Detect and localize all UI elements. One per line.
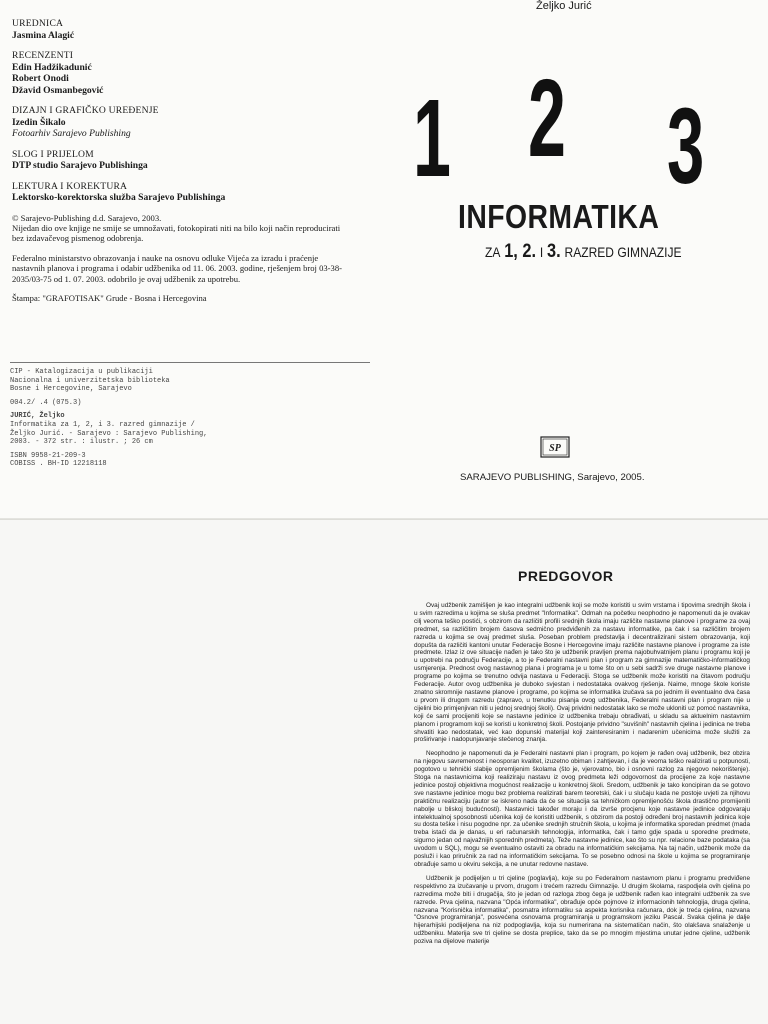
credit-label: UREDNICA bbox=[12, 18, 64, 29]
subtitle-i: I bbox=[539, 244, 544, 260]
cip-line: Bosne i Hercegovine, Sarajevo bbox=[10, 385, 132, 394]
credit-label: DIZAJN I GRAFIČKO UREĐENJE bbox=[12, 105, 159, 116]
preface-paragraph: Ovaj udžbenik zamišljen je kao integralni udžbenik koji se može koristiti u svim vrstama i tipovima srednjih škola i u svim razredima u kojima se sluša predmet "Informatika". Odmah na početku neophodno je napomenuti da je ovakav cilj veoma teško postići, s obzirom da različiti profili srednjih škola imaju različite nastavne planove i programe za ovaj predmet, sa različitim brojem časova sedmično predviđenih za nastavu informatike, pa čak i sa različitim brojem razreda u kojima se ovaj predmet sluša. Poseban problem predstavlja i decentralizirani sistem obrazovanja, koji dopušta da različiti kantoni unutar Federacije Bosne i Hercegovine imaju različite nastavne planove i programe za iste predmete. Izlaz iz ove situacije nađen je tako što je udžbenik pravljen prema najobuhvatnijem planu i programu koji je u upotrebi na području Federacije, a to je Federalni nastavni plan i program za gimnazije matematičko-informatičkog usmjerenja. Prednost ovog nastavnog plana i programa je u tome što on u sebi sadrži sve druge nastavne planove i programe po kojima se trenutno odvija nastava u Federaciji. Stoga se udžbenik može koristiti na čitavom području Federacije. Autor ovog udžbenika je duboko svjestan i nedostataka ovakvog rješenja. Naime, mnoge škole koriste znatno skromnije nastavne planove i programe, po kojima se informatika izučava sa po jednim ili eventualno dva časa u prvom ili drugom razredu (zapravo, u trenutku pisanja ovog udžbenika, Federalni nastavni plan i program nije u cijelini bio primjenjivan niti u jednoj srednjoj školi). Ovaj prividni nedostatak lako se može ukloniti uz pomoć nastavnika, koji će sami procijeniti koje se nastavne jedinice iz udžbenika trebaju obrađivati, u skladu sa aktuelnim nastavnim planom i programom koji se koristi u konkretnoj školi. Postojanje prividno "suvišnih" nastavnih cjelina i jedinica ne treba shvatiti kao nedostatak, već kao dopunski materijal koji zainteresiranim i nadarenim učenicima može služiti za proširivanje i nadopunjavanje stečenog znanja. bbox=[414, 602, 750, 744]
publisher-line: SARAJEVO PUBLISHING, Sarajevo, 2005. bbox=[460, 472, 645, 483]
preface-title: PREDGOVOR bbox=[518, 568, 614, 584]
credit-name: Džavid Osmanbegović bbox=[12, 84, 104, 96]
cover-digit-3: 3 bbox=[667, 85, 705, 206]
credit-name: Lektorsko-korektorska služba Sarajevo Publishinga bbox=[12, 192, 226, 203]
subtitle-rest: RAZRED GIMNAZIJE bbox=[564, 244, 682, 260]
printer-line: Štampa: "GRAFOTISAK" Grude - Bosna i Hercegovina bbox=[12, 292, 207, 303]
cip-line: Nacionalna i univerzitetska biblioteka bbox=[10, 376, 170, 385]
cover-digit-2: 2 bbox=[528, 57, 566, 180]
cover-digit-1: 1 bbox=[413, 77, 451, 200]
copyright-notice bbox=[12, 213, 342, 244]
cip-record bbox=[10, 362, 370, 469]
credit-name: Jasmina Alagić bbox=[12, 29, 75, 41]
cip-line: CIP - Katalogizacija u publikaciji bbox=[10, 368, 153, 376]
credit-design bbox=[12, 105, 342, 140]
book-title: INFORMATIKA bbox=[458, 198, 660, 235]
credit-name: Izedin Šikalo bbox=[12, 116, 66, 128]
publisher-logo bbox=[540, 436, 570, 458]
preface-paragraph: Neophodno je napomenuti da je Federalni nastavni plan i program, po kojem je rađen ovaj udžbenik, bez obzira na njegovu savremenost i neosporan kvalitet, izuzetno obiman i zahtjevan, i da je veoma teško realizirati u potpunosti, pogotovo u tehnički slabije opremljenim školama (što je, vjerovatno, bio i osnovni razlog za njegovo nekorištenje). Stoga na nastavnicima koji realiziraju nastavu iz ovog predmeta leži odgovornost da procijene za koje nastavne jedinice postoji objektivna mogućnost realizacije u konkretnoj školi. Sredom, udžbenik je tako koncipiran da se gotovo sve nastavne jedinice mogu bez problema realizirati barem teoretski, čak i u slučaju kada ne postoje uvjeti za njihovu praktičnu realizaciju (autor se iskreno nada da će se situacija sa tehničkom opremljenošću škola drastično promijeniti nabolje u bliskoj budućnosti). Nastavnici također moraju i da izvrše procjenu koje nastavne jedinice odgovaraju intelektualnoj sposobnosti učenika koji će koristiti udžbenik, s obzirom da postoji određeni broj nastavnih jedinica koje su dosta teške i nisu pogodne npr. za učenike srednjih stručnih škola, u kojima je informatika sporedan predmet (mada treba istaći da je danas, u eri računarskih tehnologija, informatika, čak i tamo gdje spada u sporedne predmete, sigurno jedan od najvažnijih sporednih predmeta). Teže nastavne jedinice, kao što su npr. relacione baze podataka (sa uvodom u SQL), mogu se eventualno ostaviti za obradu na informatičkim sekcijama. Na taj način, udžbenik može da posluži i kao priručnik za rad na informatičkim sekcijama. To se posebno odnosi na škole u kojima se programiranje obrađuje samo u okviru sekcija, a ne unutar redovne nastave. bbox=[414, 750, 750, 868]
credit-label: RECENZENTI bbox=[12, 50, 74, 61]
cip-cobiss: COBISS . BH-ID 12218118 bbox=[10, 460, 107, 469]
credit-name: DTP studio Sarajevo Publishinga bbox=[12, 160, 148, 171]
cip-line: Informatika za 1, 2, i 3. razred gimnazije / bbox=[10, 420, 195, 429]
preface-paragraph: Udžbenik je podijeljen u tri cjeline (poglavlja), koje su po Federalnom nastavnom planu i programu predviđene respektivno za izučavanje u prvom, drugom i trećem razredu Gimnazije. U drugim školama, raspodjela ovih cjelina po razredima može biti i drugačija, što je jedan od razloga zbog čega je udžbenik rađen kao integralni udžbenik za sve razrede. Prva cjelina, nazvana "Opća informatika", obrađuje opće pojmove iz informacionih tehnologija, druga cjelina, nazvana "Korisnička informatika", posmatra informatiku sa aspekta korisnika računara, dok je treća cjelina, nazvana "Osnove programiranja", posvećena osnovama programiranja u programskom jeziku Pascal. Svaka cjelina je dalje hijerarhijski podijeljena na niz podpoglavlja, koja su numerirana na sistematičan način, što olakšava snalaženje u udžbeniku. Materija sve tri cjeline se dosta preplice, tako da se po mnogim mjestima unutar jedne cjeline, udžbenik poziva na dijelove materije bbox=[414, 874, 750, 946]
credit-editor bbox=[12, 18, 342, 41]
credit-name: Edin Hadžikadunić bbox=[12, 61, 92, 73]
credit-reviewers bbox=[12, 50, 342, 96]
subtitle-grade-3: 3. bbox=[547, 241, 561, 262]
copyright-line: © Sarajevo-Publishing d.d. Sarajevo, 2003. bbox=[12, 212, 162, 223]
preface-page bbox=[0, 520, 768, 1024]
cip-line: 2003. - 372 str. : ilustr. ; 26 cm bbox=[10, 438, 153, 447]
cip-udk: 004.2/ .4 (075.3) bbox=[10, 398, 82, 407]
credit-label: LEKTURA I KOREKTURA bbox=[12, 180, 128, 192]
book-subtitle bbox=[485, 241, 682, 263]
credit-typesetting bbox=[12, 149, 342, 172]
subtitle-za: ZA bbox=[485, 244, 501, 260]
credit-note: Fotoarhiv Sarajevo Publishing bbox=[12, 128, 131, 139]
rights-notice: Nijedan dio ove knjige ne smije se umnožavati, fotokopirati niti na bilo koji način reproducirati bez izdavačevog pismenog odobrenja. bbox=[12, 222, 341, 244]
preface-body bbox=[414, 602, 750, 952]
approval-notice: Federalno ministarstvo obrazovanja i nauke na osnovu odluke Vijeća za izradu i praćenje nastavnih planova i programa i odabir udžbenika od 11. 06. 2003. godine, rješenjem broj 03-38-2035/03-75 od 1. 07. 2003. odobrilo je ovaj udžbenik za upotrebu. bbox=[12, 252, 342, 284]
cip-line: Željko Jurić. - Sarajevo : Sarajevo Publishing, bbox=[10, 429, 208, 438]
credits-column bbox=[12, 18, 342, 312]
publisher-logo-text: SP bbox=[549, 443, 561, 454]
cip-line: JURIĆ, Željko bbox=[10, 412, 65, 421]
credit-label: SLOG I PRIJELOM bbox=[12, 148, 94, 160]
credit-proofreading bbox=[12, 181, 342, 204]
author-name: Željko Jurić bbox=[536, 0, 592, 12]
cip-isbn: ISBN 9958-21-209-3 bbox=[10, 451, 86, 460]
credit-name: Robert Onodi bbox=[12, 73, 69, 84]
subtitle-grades: 1, 2. bbox=[504, 241, 537, 262]
